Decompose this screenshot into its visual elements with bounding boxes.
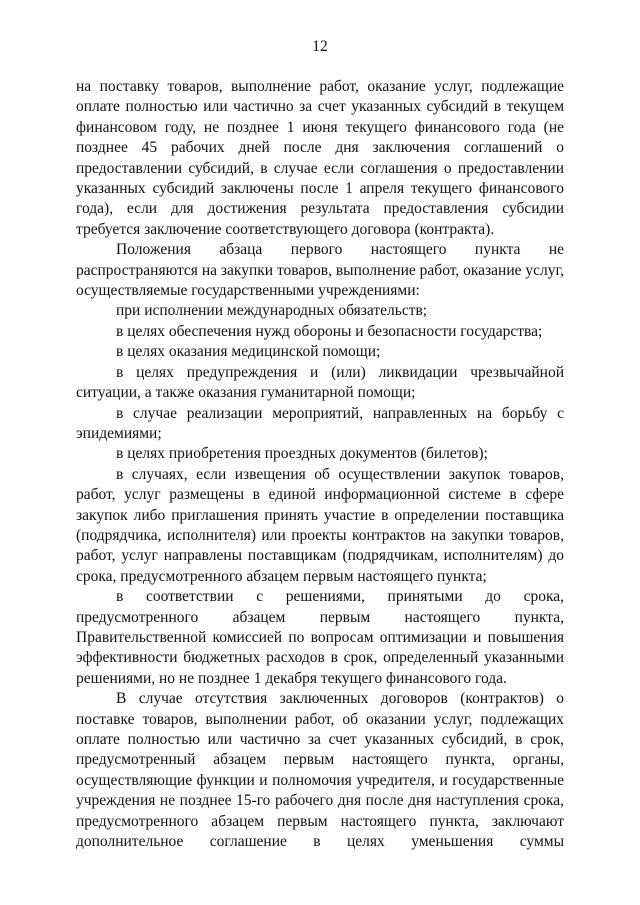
list-item-international-obligations: при исполнении международных обязательств; <box>116 302 428 320</box>
list-item-epidemics: в случае реализации мероприятий, направленных на борьбу с эпидемиями; <box>76 404 564 442</box>
paragraph-exceptions-intro: Положения абзаца первого настоящего пункта не распространяются на закупки товаров, выполнение работ, оказание услуг, осуществляемые государственными учреждениями: <box>76 241 564 300</box>
document-body <box>76 77 564 852</box>
list-item-travel-documents: в целях приобретения проездных документов (билетов); <box>116 445 488 463</box>
list-item-commission-decisions: в соответствии с решениями, принятыми до срока, предусмотренного абзацем первым настоящего пункта, Правительственной комиссией по вопросам оптимизации и повышения эффективности бюджетных расходов в срок, определенный указанными решениями, но не позднее 1 декабря текущего финансового года. <box>76 588 564 687</box>
paragraph-continuation: на поставку товаров, выполнение работ, оказание услуг, подлежащие оплате полностью или частично за счет указанных субсидий в текущем финансовом году, не позднее 1 июня текущего финансового года (не позднее 45 рабочих дней после дня заключения соглашений о предоставлении субсидий, в случае если соглашения о предоставлении указанных субсидий заключены после 1 апреля текущего финансового года), если для достижения результата предоставления субсидии требуется заключение соответствующего договора (контракта). <box>76 78 564 238</box>
list-item-procurement-notices: в случаях, если извещения об осуществлении закупок товаров, работ, услуг размещены в единой информационной системе в сфере закупок либо приглашения принять участие в определении поставщика (подрядчика, исполнителя) или проекты контрактов на закупки товаров, работ, услуг направлены поставщикам (подрядчикам, исполнителям) до срока, предусмотренного абзацем первым настоящего пункта; <box>76 465 564 585</box>
list-item-emergency: в целях предупреждения и (или) ликвидации чрезвычайной ситуации, а также оказания гуманитарной помощи; <box>76 363 564 402</box>
page-number: 12 <box>312 38 328 55</box>
list-item-defense-security: в целях обеспечения нужд обороны и безопасности государства; <box>116 322 543 340</box>
paragraph-no-contracts: В случае отсутствия заключенных договоров (контрактов) о поставке товаров, выполнении работ, об оказании услуг, подлежащих оплате полностью или частично за счет указанных субсидий, в срок, предусмотренный абзацем первым настоящего пункта, органы, осуществляющие функции и полномочия учредителя, и государственные учреждения не позднее 15-го рабочего дня после дня наступления срока, предусмотренного абзацем первым настоящего пункта, заключают дополнительное соглашение в целях уменьшения суммы <box>76 690 564 851</box>
list-item-medical-aid: в целях оказания медицинской помощи; <box>116 343 381 361</box>
